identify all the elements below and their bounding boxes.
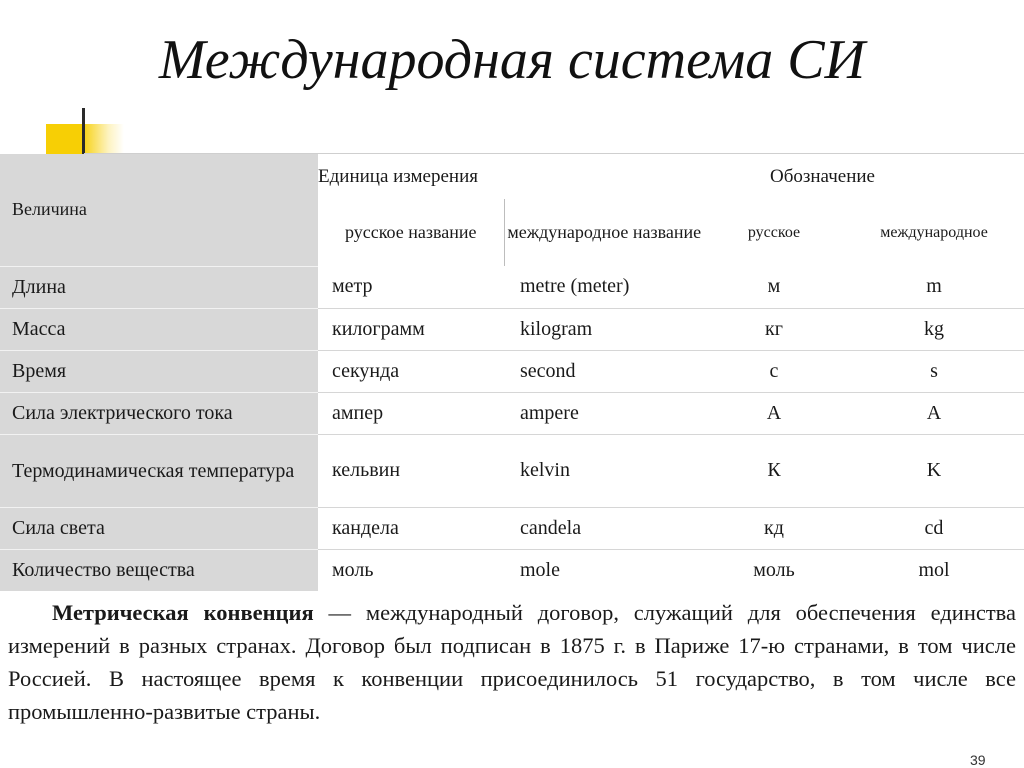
cell-unit-intl: kilogram xyxy=(504,308,704,350)
accent-decoration xyxy=(46,124,124,156)
table-row xyxy=(0,507,1024,549)
table-row xyxy=(0,392,1024,434)
metric-convention-paragraph xyxy=(8,596,1016,728)
cell-quantity: Время xyxy=(0,350,318,392)
cell-quantity: Количество вещества xyxy=(0,549,318,591)
header-symbol-intl: международное xyxy=(880,223,988,241)
cell-symbol-intl: s xyxy=(844,350,1024,392)
cell-unit-ru: метр xyxy=(318,266,504,308)
cell-symbol-ru: моль xyxy=(753,558,795,581)
cell-quantity: Термодинамическая температура xyxy=(0,434,318,507)
cell-unit-ru: моль xyxy=(332,558,374,581)
cell-symbol-intl: cd xyxy=(844,507,1024,549)
table-row xyxy=(0,434,1024,507)
table-row xyxy=(0,549,1024,591)
cell-unit-ru: секунда xyxy=(318,350,504,392)
cell-unit-intl: kelvin xyxy=(504,434,704,507)
cell-quantity: Масса xyxy=(0,308,318,350)
cell-unit-ru: ампер xyxy=(318,392,504,434)
accent-bar-decoration xyxy=(82,108,85,154)
table-row xyxy=(0,350,1024,392)
cell-quantity: Сила света xyxy=(0,507,318,549)
header-unit-ru: русское название xyxy=(318,199,504,266)
slide-title: Международная система СИ xyxy=(158,29,866,91)
cell-quantity: Сила электрического тока xyxy=(0,392,318,434)
cell-symbol-intl: mol xyxy=(918,558,950,581)
cell-unit-ru: кандела xyxy=(318,507,504,549)
table-header-row xyxy=(0,154,1024,199)
cell-unit-intl: candela xyxy=(504,507,704,549)
header-unit-intl: международное название xyxy=(507,222,702,242)
cell-symbol-ru: кг xyxy=(704,308,844,350)
cell-unit-intl: metre (meter) xyxy=(504,266,704,308)
header-quantity: Величина xyxy=(0,154,318,266)
cell-symbol-intl: A xyxy=(844,392,1024,434)
cell-symbol-ru: м xyxy=(704,266,844,308)
cell-symbol-ru: К xyxy=(704,434,844,507)
cell-symbol-ru: кд xyxy=(704,507,844,549)
cell-symbol-ru: с xyxy=(704,350,844,392)
header-symbol-group: Обозначение xyxy=(770,166,875,187)
paragraph-text: — международный договор, служащий для обеспечения единства измерений в разных странах. Договор был подписан в 1875 г. в Париже 17-ю странами, в том числе Россией. В настоящее время к конвенции присоединилось 51 государство, в том числе все промышленно-развитые страны. xyxy=(8,600,1016,724)
table-row xyxy=(0,308,1024,350)
cell-unit-intl: second xyxy=(504,350,704,392)
header-symbol-ru: русское xyxy=(747,223,801,241)
cell-symbol-intl: m xyxy=(844,266,1024,308)
cell-symbol-intl: K xyxy=(844,434,1024,507)
cell-unit-intl: ampere xyxy=(504,392,704,434)
table-row xyxy=(0,266,1024,308)
paragraph-term: Метрическая конвенция xyxy=(52,600,314,625)
cell-unit-ru: килограмм xyxy=(318,308,504,350)
si-units-table xyxy=(0,154,1024,591)
header-unit-group: Единица измерения xyxy=(318,166,478,187)
page-number: 39 xyxy=(970,752,986,768)
cell-symbol-intl: kg xyxy=(844,308,1024,350)
cell-unit-intl: mole xyxy=(520,558,560,581)
cell-quantity: Длина xyxy=(0,266,318,308)
cell-unit-ru: кельвин xyxy=(318,434,504,507)
cell-symbol-ru: А xyxy=(704,392,844,434)
